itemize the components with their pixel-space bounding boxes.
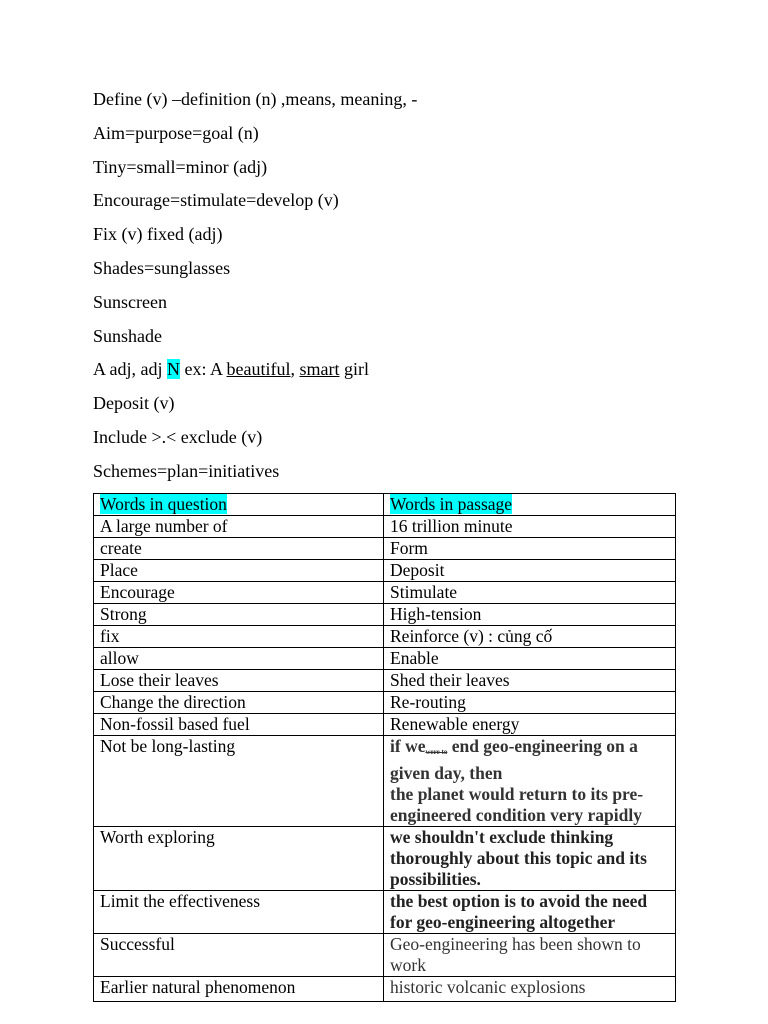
header-cell: Words in question <box>94 494 384 516</box>
vocab-notes <box>93 88 417 494</box>
passage-cell: Form <box>384 538 676 560</box>
passage-cell: the best option is to avoid the need for geo-engineering altogether <box>384 891 676 934</box>
question-cell: fix <box>94 626 384 648</box>
note-text: A adj, adj <box>93 359 167 380</box>
table-row <box>94 714 676 736</box>
table-row <box>94 560 676 582</box>
question-cell: Strong <box>94 604 384 626</box>
passage-cell: historic volcanic explosions <box>384 977 676 1002</box>
passage-cell: Enable <box>384 648 676 670</box>
highlighted-noun: N <box>167 359 180 380</box>
table-row <box>94 977 676 1002</box>
question-cell: Worth exploring <box>94 827 384 891</box>
table-row <box>94 626 676 648</box>
note-line: Schemes=plan=initiatives <box>93 460 280 481</box>
note-line-adjective-order <box>93 358 417 380</box>
note-line: Encourage=stimulate=develop (v) <box>93 190 339 211</box>
question-cell: Change the direction <box>94 692 384 714</box>
note-line: Fix (v) fixed (adj) <box>93 224 223 245</box>
table-row <box>94 692 676 714</box>
question-cell: Lose their leaves <box>94 670 384 692</box>
vocab-table <box>93 493 676 1002</box>
struck-text: were to <box>425 748 448 756</box>
passage-cell: Geo-engineering has been shown to work <box>384 934 676 977</box>
underlined-word: smart <box>299 359 340 380</box>
note-text: , <box>290 359 300 380</box>
passage-cell: High-tension <box>384 604 676 626</box>
passage-cell: Renewable energy <box>384 714 676 736</box>
question-cell: Earlier natural phenomenon <box>94 977 384 1002</box>
question-cell: create <box>94 538 384 560</box>
table-row <box>94 934 676 977</box>
table-row <box>94 736 676 827</box>
table-row <box>94 670 676 692</box>
question-cell: allow <box>94 648 384 670</box>
passage-cell: if wewere to end geo-engineering on a given day, then the planet would return to its pre-engineered condition very rapidly <box>384 736 676 827</box>
table-row <box>94 582 676 604</box>
note-line: Include >.< exclude (v) <box>93 426 263 447</box>
note-line: Tiny=small=minor (adj) <box>93 156 268 177</box>
note-text: ex: A <box>180 359 227 380</box>
table-row <box>94 538 676 560</box>
question-cell: Not be long-lasting <box>94 736 384 827</box>
note-line: Deposit (v) <box>93 393 175 414</box>
note-line: Define (v) –definition (n) ,means, meaning, - <box>93 89 418 109</box>
table-row <box>94 648 676 670</box>
passage-cell: Stimulate <box>384 582 676 604</box>
header-cell: Words in passage <box>384 494 676 516</box>
note-line: Sunshade <box>93 325 162 346</box>
passage-cell: Reinforce (v) : củng cố <box>384 626 676 648</box>
table-row <box>94 516 676 538</box>
passage-cell: we shouldn't exclude thinking thoroughly about this topic and its possibilities. <box>384 827 676 891</box>
table-row <box>94 827 676 891</box>
passage-cell: 16 trillion minute <box>384 516 676 538</box>
note-text: girl <box>339 359 369 380</box>
question-cell: Limit the effectiveness <box>94 891 384 934</box>
passage-cell: Deposit <box>384 560 676 582</box>
question-cell: Encourage <box>94 582 384 604</box>
note-line: Aim=purpose=goal (n) <box>93 122 259 143</box>
question-cell: Successful <box>94 934 384 977</box>
table-row <box>94 604 676 626</box>
note-line: Shades=sunglasses <box>93 257 231 278</box>
passage-cell: Re-routing <box>384 692 676 714</box>
underlined-word: beautiful <box>226 359 291 380</box>
passage-cell: Shed their leaves <box>384 670 676 692</box>
table-row <box>94 891 676 934</box>
note-line: Sunscreen <box>93 291 167 312</box>
question-cell: A large number of <box>94 516 384 538</box>
table-header-row <box>94 494 676 516</box>
question-cell: Place <box>94 560 384 582</box>
question-cell: Non-fossil based fuel <box>94 714 384 736</box>
